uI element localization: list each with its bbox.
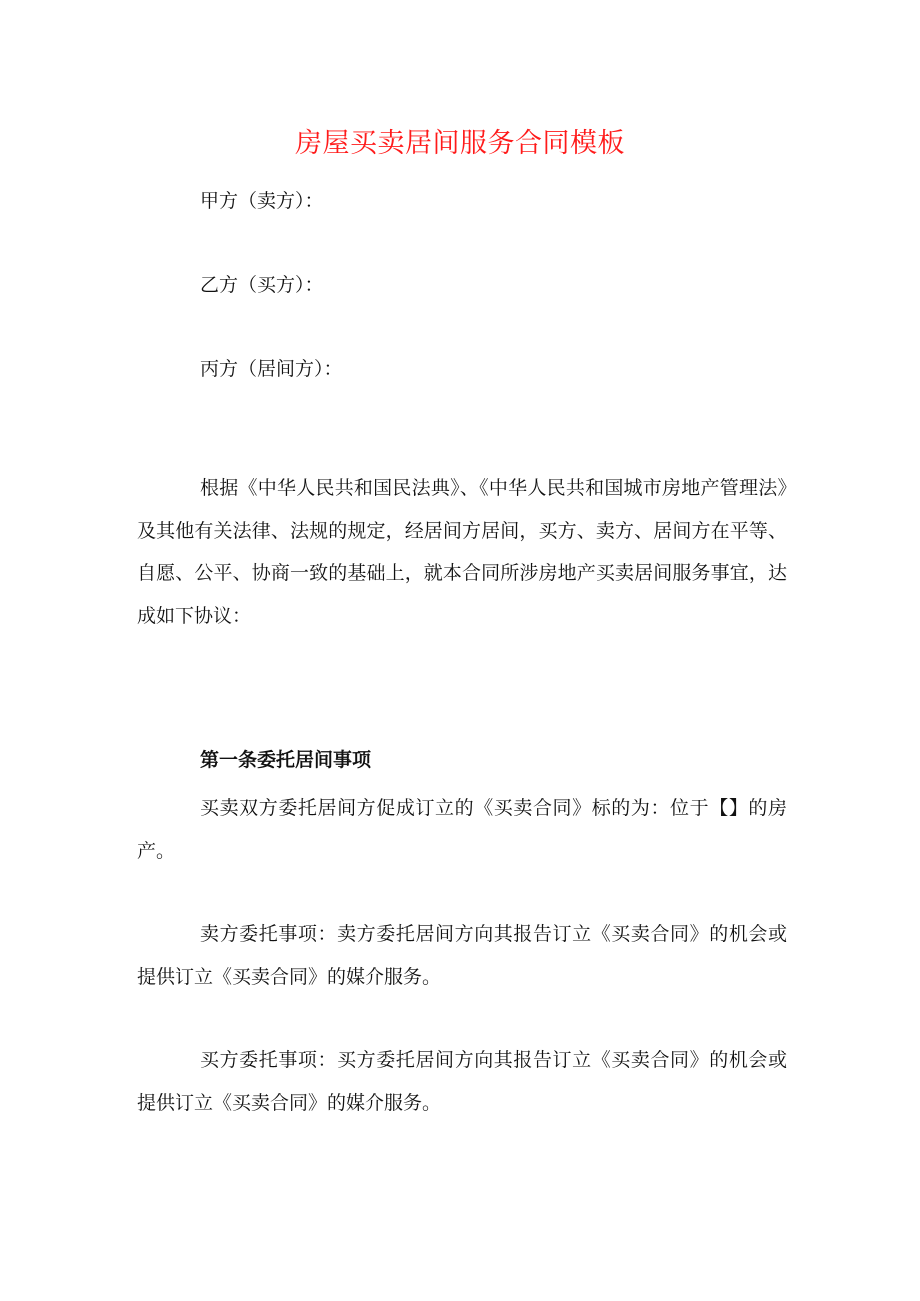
party-buyer: 乙方（买方）：	[200, 274, 324, 296]
party-seller: 甲方（卖方）：	[200, 190, 324, 212]
article-1-paragraph-seller: 卖方委托事项：卖方委托居间方向其报告订立《买卖合同》的机会或提供订立《买卖合同》的媒介服务。	[137, 923, 787, 988]
preamble-paragraph: 根据《中华人民共和国民法典》、《中华人民共和国城市房地产管理法》及其他有关法律、法规的规定，经居间方居间，买方、卖方、居间方在平等、自愿、公平、协商一致的基础上，就本合同所涉房地产买卖居间服务事宜，达成如下协议：	[137, 477, 787, 627]
article-1-paragraph-subject: 买卖双方委托居间方促成订立的《买卖合同》标的为：位于【】的房产。	[137, 797, 787, 862]
party-intermediary: 丙方（居间方）：	[200, 358, 343, 380]
article-1-heading: 第一条委托居间事项	[200, 749, 372, 771]
document-title: 房屋买卖居间服务合同模板	[295, 128, 625, 159]
article-1-paragraph-buyer: 买方委托事项：买方委托居间方向其报告订立《买卖合同》的机会或提供订立《买卖合同》的媒介服务。	[137, 1049, 787, 1114]
